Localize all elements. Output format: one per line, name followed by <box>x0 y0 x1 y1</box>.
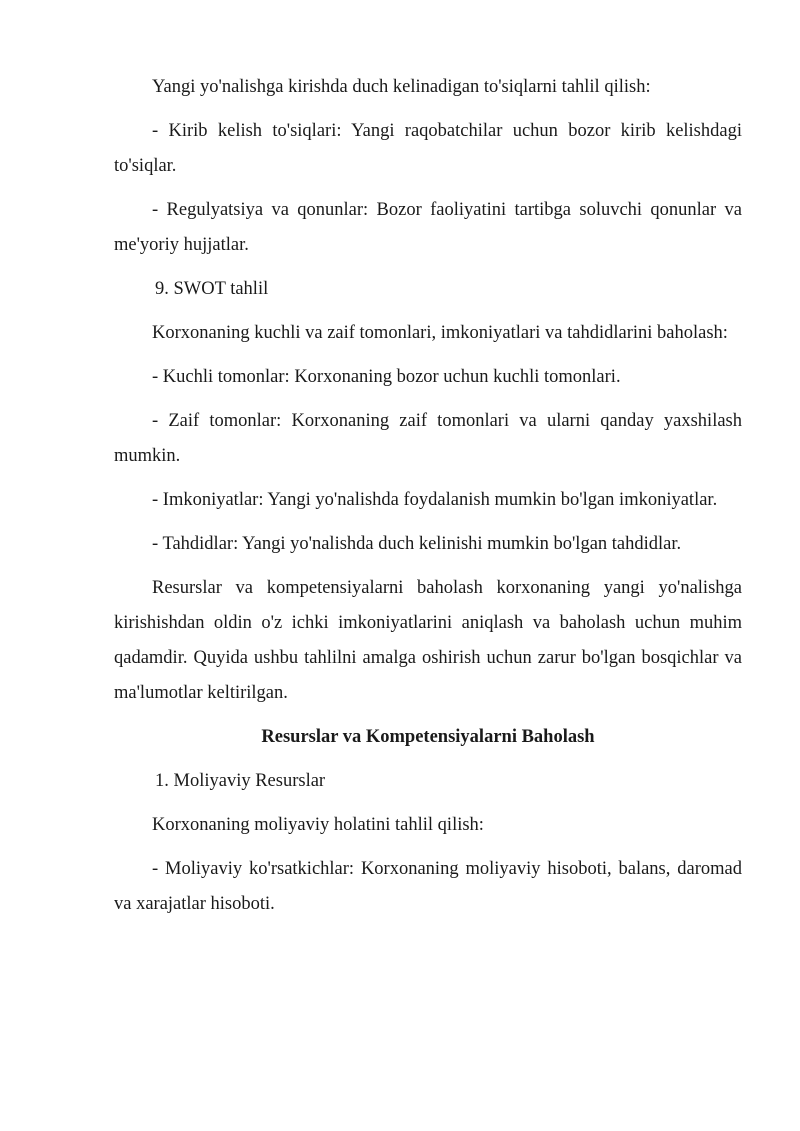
paragraph-strengths: - Kuchli tomonlar: Korxonaning bozor uchun kuchli tomonlari. <box>152 367 621 387</box>
paragraph-opportunities: - Imkoniyatlar: Yangi yo'nalishda foydalanish mumkin bo'lgan imkoniyatlar. <box>152 490 718 510</box>
paragraph-regulation: - Regulyatsiya va qonunlar: Bozor faoliyatini tartibga soluvchi qonunlar va me'yoriy hujjatlar. <box>114 200 742 255</box>
paragraph-financial-indicators: - Moliyaviy ko'rsatkichlar: Korxonaning moliyaviy hisoboti, balans, daromad va xarajatlar hisoboti. <box>114 859 742 914</box>
section-heading-swot: 9. SWOT tahlil <box>155 279 269 299</box>
paragraph-threats: - Tahdidlar: Yangi yo'nalishda duch kelinishi mumkin bo'lgan tahdidlar. <box>152 534 682 554</box>
section-heading-financial: 1. Moliyaviy Resurslar <box>155 771 326 791</box>
document-page <box>114 70 742 931</box>
paragraph-entry-barriers: - Kirib kelish to'siqlari: Yangi raqobatchilar uchun bozor kirib kelishdagi to'siqlar. <box>114 121 742 176</box>
paragraph-swot-intro: Korxonaning kuchli va zaif tomonlari, imkoniyatlari va tahdidlarini baholash: <box>152 323 728 343</box>
paragraph-weaknesses: - Zaif tomonlar: Korxonaning zaif tomonlari va ularni qanday yaxshilash mumkin. <box>114 411 742 466</box>
section-title-resources: Resurslar va Kompetensiyalarni Baholash <box>261 727 595 747</box>
paragraph-barriers-intro: Yangi yo'nalishga kirishda duch kelinadigan to'siqlarni tahlil qilish: <box>152 77 651 97</box>
paragraph-financial-intro: Korxonaning moliyaviy holatini tahlil qilish: <box>152 815 484 835</box>
paragraph-resources-intro: Resurslar va kompetensiyalarni baholash korxonaning yangi yo'nalishga kirishishdan oldin o'z ichki imkoniyatlarini aniqlash va baholash uchun muhim qadamdir. Quyida ushbu tahlilni amalga oshirish uchun zarur bo'lgan bosqichlar va ma'lumotlar keltirilgan. <box>114 578 742 703</box>
